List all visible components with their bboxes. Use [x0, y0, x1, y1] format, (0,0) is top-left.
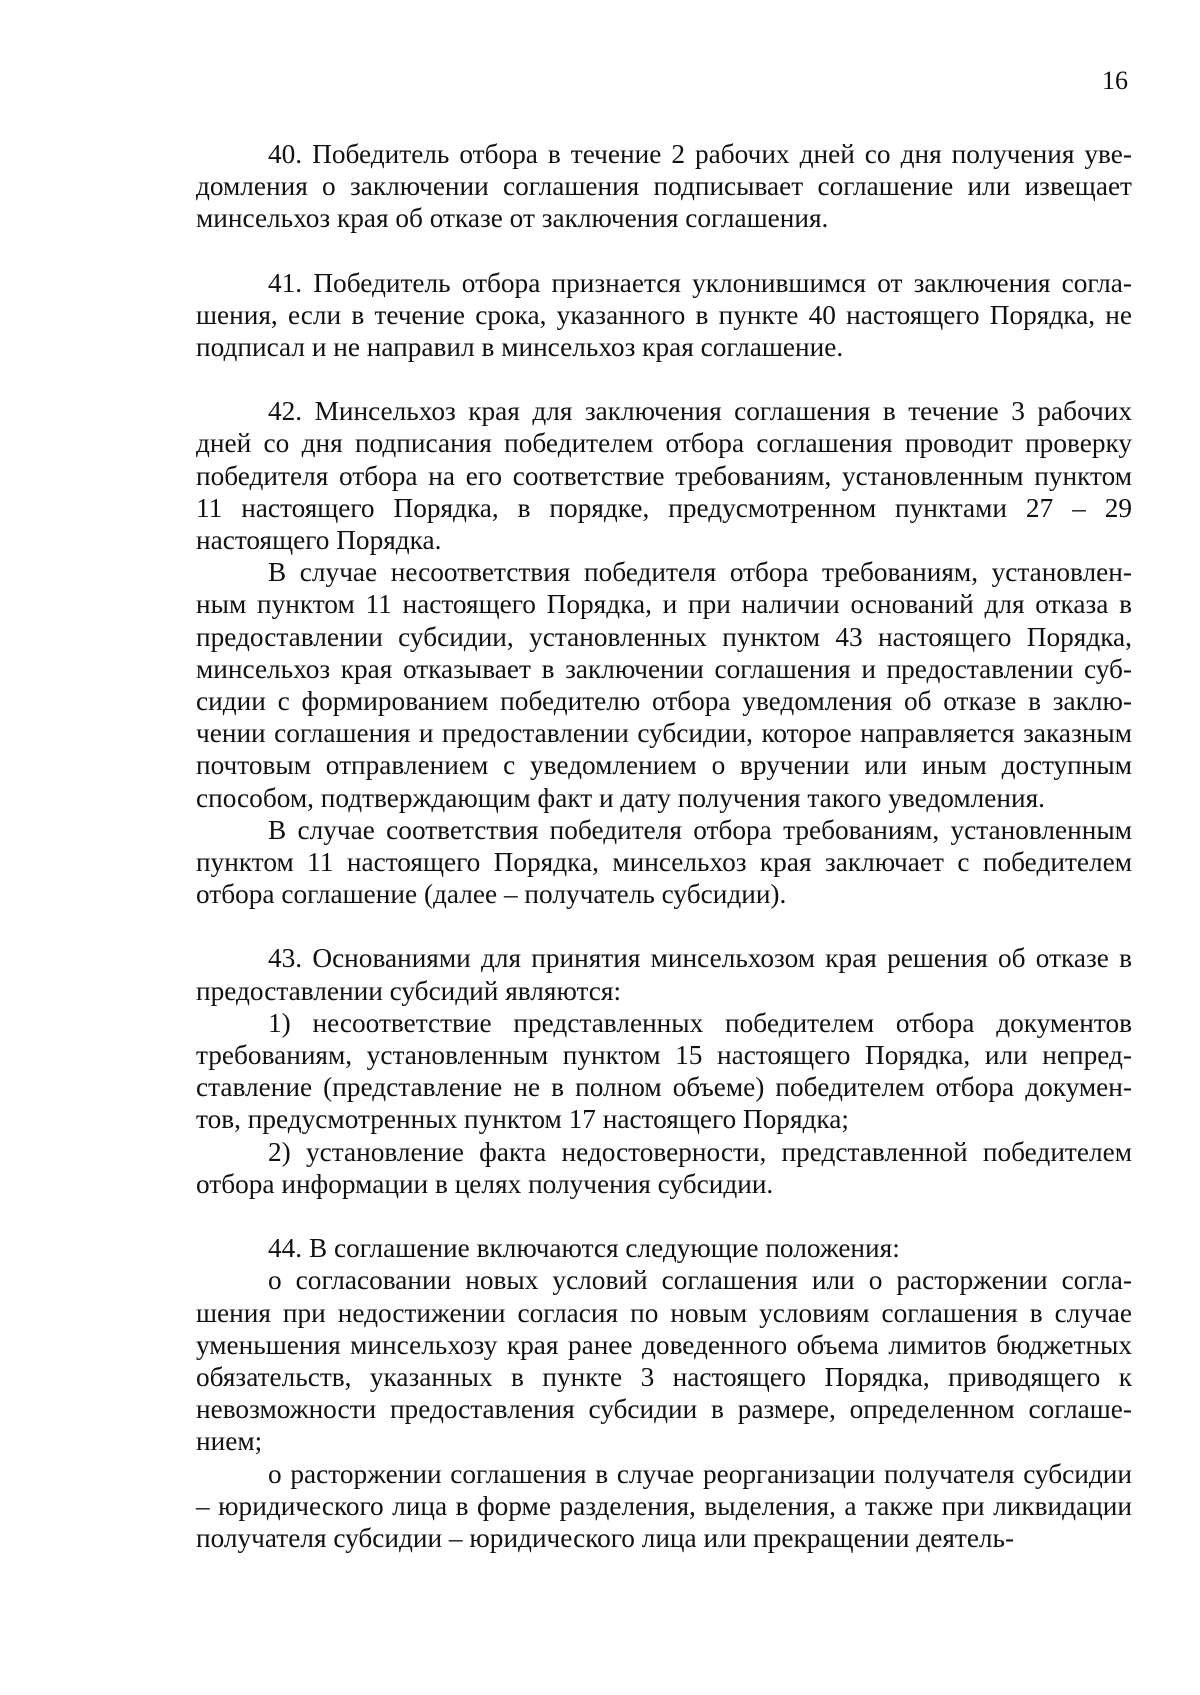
page-number: 16 [1102, 66, 1128, 95]
paragraph-42-compliance: В случае соответствия победителя отбора требованиям, установленным пунктом 11 настоящего Порядка, минсельхоз края заключает с победителем отбора соглашение (далее – получатель субсидии). [196, 814, 1132, 910]
paragraph-43-item-2: 2) установление факта недостоверности, представленной победителем отбора информации в целях получения субсидии. [196, 1136, 1132, 1199]
paragraph-44-item-2: о расторжении соглашения в случае реорганизации получателя субсидии – юридического лица в форме разделения, выделения, а также при ликвидации получателя субсидии – юридического лица или прекращении деятель- [196, 1458, 1132, 1553]
paragraph-42-noncompliance: В случае несоответствия победителя отбора требованиям, установленным пунктом 11 настоящего Порядка, и при наличии оснований для отказа в предоставлении субсидии, установленных пунктом 43 настоящего Порядка, минсельхоз края отказывает в заключении соглашения и предоставлении субсидии с формированием победителю отбора уведомления об отказе в заключении соглашения и предоставлении субсидии, которое направляется заказным почтовым отправлением с уведомлением о вручении или иным доступным способом, подтверждающим факт и дату получения такого уведомления. [196, 557, 1132, 813]
paragraph-41: 41. Победитель отбора признается уклонившимся от заключения соглашения, если в течение срока, указанного в пункте 40 настоящего Порядка, не подписал и не направил в минсельхоз края соглашение. [196, 267, 1132, 363]
paragraph-42: 42. Минсельхоз края для заключения соглашения в течение 3 рабочих дней со дня подписания победителем отбора соглашения проводит проверку победителя отбора на его соответствие требованиям, установленным пунктом 11 настоящего Порядка, в порядке, предусмотренном пунктами 27 – 29 настоящего Порядка. [196, 396, 1132, 556]
document-body [196, 138, 1132, 1554]
paragraph-44-item-1: о согласовании новых условий соглашения или о расторжении соглашения при недостижении согласия по новым условиям соглашения в случае уменьшения минсельхозу края ранее доведенного объема лимитов бюджетных обязательств, указанных в пункте 3 настоящего Порядка, приводящего к невозможности предоставления субсидии в размере, определенном соглашением; [196, 1265, 1132, 1457]
paragraph-44: 44. В соглашение включаются следующие положения: [268, 1233, 900, 1264]
paragraph-43: 43. Основаниями для принятия минсельхозом края решения об отказе в предоставлении субсидий являются: [196, 943, 1132, 1006]
paragraph-40: 40. Победитель отбора в течение 2 рабочих дней со дня получения уведомления о заключении соглашения подписывает соглашение или извещает минсельхоз края об отказе от заключения соглашения. [196, 139, 1132, 234]
paragraph-43-item-1: 1) несоответствие представленных победителем отбора документов требованиям, установленным пунктом 15 настоящего Порядка, или непредставление (представление не в полном объеме) победителем отбора документов, предусмотренных пунктом 17 настоящего Порядка; [196, 1007, 1132, 1135]
